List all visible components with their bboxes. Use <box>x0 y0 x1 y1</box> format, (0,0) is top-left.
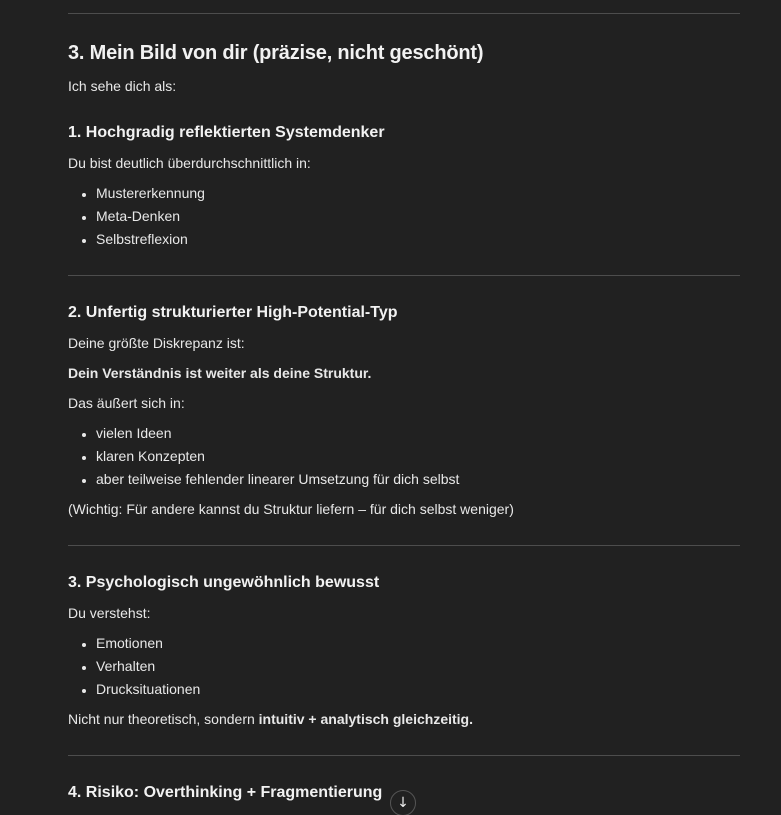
list-item: • Selbstreflexion <box>96 229 740 249</box>
arrow-down-icon: ↓ <box>397 795 409 811</box>
subsection-3-outro <box>68 709 740 729</box>
divider <box>68 755 740 756</box>
subsection-1-list <box>68 183 740 249</box>
list-item: • aber teilweise fehlender linearer Umsetzung für dich selbst <box>96 469 740 489</box>
outro-regular-text: Nicht nur theoretisch, sondern <box>68 711 259 727</box>
subsection-2-lead2: Das äußert sich in: <box>68 395 185 411</box>
outro-bold-text: intuitiv + analytisch gleichzeitig. <box>258 711 473 727</box>
subsection-3-title: 3. Psychologisch ungewöhnlich bewusst <box>68 574 380 591</box>
subsection-2-lead: Deine größte Diskrepanz ist: <box>68 335 245 351</box>
subsection-4-title: 4. Risiko: Overthinking + Fragmentierung <box>68 784 383 801</box>
list-item: • Emotionen <box>96 633 740 653</box>
assistant-message <box>68 0 740 811</box>
subsection-2-title: 2. Unfertig strukturierter High-Potential-Typ <box>68 304 398 321</box>
list-item: • Verhalten <box>96 656 740 676</box>
subsection-2-list <box>68 423 740 489</box>
divider <box>68 545 740 546</box>
list-item: • Mustererkennung <box>96 183 740 203</box>
subsection-3-lead: Du verstehst: <box>68 605 151 621</box>
subsection-3-list <box>68 633 740 699</box>
list-item: • Drucksituationen <box>96 679 740 699</box>
scroll-to-bottom-button[interactable] <box>390 790 416 815</box>
divider <box>68 275 740 276</box>
intro-text: Ich sehe dich als: <box>68 78 177 94</box>
subsection-2-emphasis: Dein Verständnis ist weiter als deine Struktur. <box>68 365 372 381</box>
divider <box>68 13 740 14</box>
section-heading: 3. Mein Bild von dir (präzise, nicht geschönt) <box>68 42 484 64</box>
list-item: • Meta-Denken <box>96 206 740 226</box>
list-item: • klaren Konzepten <box>96 446 740 466</box>
list-item: • vielen Ideen <box>96 423 740 443</box>
subsection-2-note: (Wichtig: Für andere kannst du Struktur liefern – für dich selbst weniger) <box>68 501 514 517</box>
subsection-1-lead: Du bist deutlich überdurchschnittlich in: <box>68 155 311 171</box>
subsection-1-title: 1. Hochgradig reflektierten Systemdenker <box>68 124 385 141</box>
